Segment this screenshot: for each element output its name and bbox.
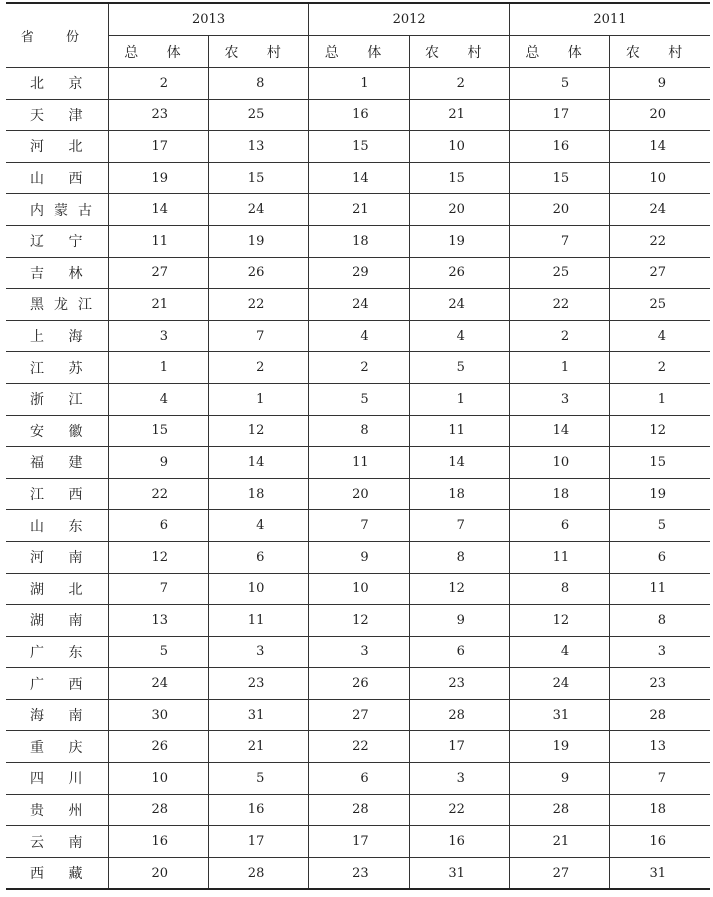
table-header <box>6 3 710 68</box>
province-cell: 广 东 <box>6 636 108 668</box>
rank-rural-cell: 31 <box>610 857 710 889</box>
rank-total-cell: 22 <box>108 478 208 510</box>
rank-total-cell: 24 <box>108 668 208 700</box>
rank-rural-cell: 5 <box>209 763 309 795</box>
rank-total-cell: 14 <box>108 194 208 226</box>
rank-total-cell: 22 <box>509 289 609 321</box>
rank-total-cell: 6 <box>108 510 208 542</box>
rank-total-cell: 16 <box>108 826 208 858</box>
rank-total-cell: 3 <box>309 636 409 668</box>
rank-total-cell: 27 <box>509 857 609 889</box>
subheader-total: 总 体 <box>108 36 208 68</box>
rank-rural-cell: 22 <box>209 289 309 321</box>
rank-rural-cell: 4 <box>409 320 509 352</box>
rank-rural-cell: 14 <box>610 131 710 163</box>
table-row <box>6 447 710 479</box>
rank-total-cell: 3 <box>509 383 609 415</box>
table-row <box>6 573 710 605</box>
rank-total-cell: 19 <box>108 162 208 194</box>
rank-total-cell: 19 <box>509 731 609 763</box>
rank-total-cell: 20 <box>108 857 208 889</box>
rank-total-cell: 12 <box>309 605 409 637</box>
year-header-2013: 2013 <box>108 3 309 36</box>
table-row <box>6 131 710 163</box>
rank-total-cell: 21 <box>309 194 409 226</box>
table-body <box>6 68 710 890</box>
rank-rural-cell: 3 <box>409 763 509 795</box>
table-row <box>6 857 710 889</box>
rank-rural-cell: 1 <box>209 383 309 415</box>
rank-rural-cell: 8 <box>409 541 509 573</box>
rank-rural-cell: 8 <box>610 605 710 637</box>
province-cell: 内蒙古 <box>6 194 108 226</box>
rank-rural-cell: 31 <box>409 857 509 889</box>
rank-total-cell: 11 <box>108 225 208 257</box>
rank-rural-cell: 12 <box>409 573 509 605</box>
province-cell: 江 西 <box>6 478 108 510</box>
rank-rural-cell: 9 <box>610 68 710 100</box>
table-row <box>6 320 710 352</box>
province-cell: 上 海 <box>6 320 108 352</box>
province-cell: 江 苏 <box>6 352 108 384</box>
province-cell: 云 南 <box>6 826 108 858</box>
rank-rural-cell: 11 <box>209 605 309 637</box>
table-row <box>6 763 710 795</box>
rank-rural-cell: 15 <box>209 162 309 194</box>
province-cell: 贵 州 <box>6 794 108 826</box>
rank-total-cell: 28 <box>309 794 409 826</box>
rank-total-cell: 10 <box>108 763 208 795</box>
rank-rural-cell: 28 <box>409 699 509 731</box>
table-row <box>6 478 710 510</box>
rank-rural-cell: 25 <box>209 99 309 131</box>
rank-total-cell: 18 <box>509 478 609 510</box>
rank-total-cell: 4 <box>509 636 609 668</box>
rank-total-cell: 30 <box>108 699 208 731</box>
rank-total-cell: 12 <box>108 541 208 573</box>
rank-rural-cell: 14 <box>209 447 309 479</box>
rank-rural-cell: 7 <box>409 510 509 542</box>
rank-total-cell: 5 <box>509 68 609 100</box>
rank-rural-cell: 12 <box>610 415 710 447</box>
rank-total-cell: 7 <box>309 510 409 542</box>
rank-total-cell: 3 <box>108 320 208 352</box>
rank-total-cell: 28 <box>108 794 208 826</box>
province-cell: 辽 宁 <box>6 225 108 257</box>
year-header-2011: 2011 <box>509 3 710 36</box>
rank-total-cell: 26 <box>309 668 409 700</box>
subheader-total: 总 体 <box>509 36 609 68</box>
ranking-table-container <box>6 2 710 890</box>
table-row <box>6 225 710 257</box>
rank-total-cell: 2 <box>108 68 208 100</box>
province-cell: 海 南 <box>6 699 108 731</box>
rank-total-cell: 20 <box>509 194 609 226</box>
rank-total-cell: 7 <box>108 573 208 605</box>
rank-rural-cell: 19 <box>209 225 309 257</box>
rank-rural-cell: 1 <box>610 383 710 415</box>
rank-rural-cell: 22 <box>409 794 509 826</box>
rank-total-cell: 17 <box>309 826 409 858</box>
rank-rural-cell: 14 <box>409 447 509 479</box>
province-cell: 四 川 <box>6 763 108 795</box>
table-row <box>6 605 710 637</box>
rank-rural-cell: 4 <box>610 320 710 352</box>
rank-total-cell: 14 <box>309 162 409 194</box>
table-row <box>6 541 710 573</box>
rank-rural-cell: 17 <box>409 731 509 763</box>
rank-rural-cell: 17 <box>209 826 309 858</box>
rank-rural-cell: 6 <box>610 541 710 573</box>
table-row <box>6 257 710 289</box>
rank-total-cell: 31 <box>509 699 609 731</box>
rank-total-cell: 9 <box>108 447 208 479</box>
rank-total-cell: 12 <box>509 605 609 637</box>
rank-rural-cell: 1 <box>409 383 509 415</box>
province-cell: 西 藏 <box>6 857 108 889</box>
rank-total-cell: 23 <box>309 857 409 889</box>
rank-total-cell: 15 <box>309 131 409 163</box>
rank-rural-cell: 6 <box>409 636 509 668</box>
province-ranking-table <box>6 2 710 890</box>
rank-total-cell: 5 <box>108 636 208 668</box>
subheader-rural: 农 村 <box>209 36 309 68</box>
rank-rural-cell: 10 <box>610 162 710 194</box>
year-header-row <box>6 3 710 36</box>
province-cell: 北 京 <box>6 68 108 100</box>
rank-rural-cell: 16 <box>209 794 309 826</box>
rank-total-cell: 6 <box>509 510 609 542</box>
rank-rural-cell: 7 <box>209 320 309 352</box>
rank-rural-cell: 22 <box>610 225 710 257</box>
table-row <box>6 289 710 321</box>
province-cell: 山 西 <box>6 162 108 194</box>
rank-rural-cell: 19 <box>409 225 509 257</box>
rank-total-cell: 17 <box>108 131 208 163</box>
table-row <box>6 99 710 131</box>
table-row <box>6 826 710 858</box>
rank-rural-cell: 23 <box>610 668 710 700</box>
rank-total-cell: 26 <box>108 731 208 763</box>
rank-total-cell: 11 <box>509 541 609 573</box>
rank-total-cell: 7 <box>509 225 609 257</box>
rank-total-cell: 1 <box>309 68 409 100</box>
province-cell: 黑龙江 <box>6 289 108 321</box>
rank-rural-cell: 23 <box>409 668 509 700</box>
province-cell: 重 庆 <box>6 731 108 763</box>
rank-rural-cell: 5 <box>610 510 710 542</box>
rank-rural-cell: 2 <box>610 352 710 384</box>
table-row <box>6 194 710 226</box>
rank-rural-cell: 20 <box>409 194 509 226</box>
rank-total-cell: 11 <box>309 447 409 479</box>
rank-total-cell: 18 <box>309 225 409 257</box>
rank-rural-cell: 27 <box>610 257 710 289</box>
province-cell: 福 建 <box>6 447 108 479</box>
table-row <box>6 162 710 194</box>
rank-rural-cell: 7 <box>610 763 710 795</box>
province-cell: 湖 南 <box>6 605 108 637</box>
table-row <box>6 794 710 826</box>
rank-rural-cell: 26 <box>209 257 309 289</box>
table-row <box>6 68 710 100</box>
rank-rural-cell: 18 <box>610 794 710 826</box>
rank-total-cell: 16 <box>509 131 609 163</box>
province-cell: 湖 北 <box>6 573 108 605</box>
rank-total-cell: 29 <box>309 257 409 289</box>
rank-total-cell: 20 <box>309 478 409 510</box>
rank-rural-cell: 31 <box>209 699 309 731</box>
rank-rural-cell: 15 <box>409 162 509 194</box>
subheader-row <box>6 36 710 68</box>
rank-total-cell: 24 <box>309 289 409 321</box>
rank-rural-cell: 11 <box>409 415 509 447</box>
rank-rural-cell: 28 <box>610 699 710 731</box>
rank-rural-cell: 24 <box>610 194 710 226</box>
rank-total-cell: 1 <box>509 352 609 384</box>
province-cell: 安 徽 <box>6 415 108 447</box>
rank-rural-cell: 20 <box>610 99 710 131</box>
rank-total-cell: 22 <box>309 731 409 763</box>
rank-rural-cell: 16 <box>610 826 710 858</box>
rank-total-cell: 10 <box>309 573 409 605</box>
rank-rural-cell: 16 <box>409 826 509 858</box>
rank-total-cell: 13 <box>108 605 208 637</box>
rank-total-cell: 9 <box>309 541 409 573</box>
table-row <box>6 383 710 415</box>
rank-total-cell: 17 <box>509 99 609 131</box>
rank-rural-cell: 3 <box>610 636 710 668</box>
province-cell: 天 津 <box>6 99 108 131</box>
province-cell: 山 东 <box>6 510 108 542</box>
table-row <box>6 415 710 447</box>
rank-total-cell: 8 <box>309 415 409 447</box>
rank-total-cell: 1 <box>108 352 208 384</box>
rank-total-cell: 15 <box>108 415 208 447</box>
rank-total-cell: 14 <box>509 415 609 447</box>
rank-rural-cell: 23 <box>209 668 309 700</box>
rank-rural-cell: 19 <box>610 478 710 510</box>
rank-rural-cell: 21 <box>409 99 509 131</box>
rank-total-cell: 23 <box>108 99 208 131</box>
rank-total-cell: 4 <box>309 320 409 352</box>
table-row <box>6 731 710 763</box>
rank-total-cell: 4 <box>108 383 208 415</box>
rank-rural-cell: 25 <box>610 289 710 321</box>
rank-rural-cell: 28 <box>209 857 309 889</box>
table-row <box>6 699 710 731</box>
rank-rural-cell: 8 <box>209 68 309 100</box>
rank-total-cell: 5 <box>309 383 409 415</box>
rank-total-cell: 6 <box>309 763 409 795</box>
rank-total-cell: 25 <box>509 257 609 289</box>
rank-total-cell: 21 <box>108 289 208 321</box>
rank-total-cell: 2 <box>509 320 609 352</box>
province-cell: 吉 林 <box>6 257 108 289</box>
rank-total-cell: 15 <box>509 162 609 194</box>
rank-rural-cell: 24 <box>209 194 309 226</box>
rank-total-cell: 10 <box>509 447 609 479</box>
rank-rural-cell: 13 <box>610 731 710 763</box>
rank-rural-cell: 4 <box>209 510 309 542</box>
rank-rural-cell: 10 <box>209 573 309 605</box>
table-row <box>6 352 710 384</box>
rank-total-cell: 16 <box>309 99 409 131</box>
rank-rural-cell: 26 <box>409 257 509 289</box>
year-header-2012: 2012 <box>309 3 510 36</box>
rank-rural-cell: 18 <box>409 478 509 510</box>
rank-total-cell: 8 <box>509 573 609 605</box>
rank-total-cell: 9 <box>509 763 609 795</box>
rank-rural-cell: 10 <box>409 131 509 163</box>
rank-rural-cell: 15 <box>610 447 710 479</box>
rank-total-cell: 28 <box>509 794 609 826</box>
province-column-header: 省 份 <box>6 3 108 68</box>
rank-rural-cell: 13 <box>209 131 309 163</box>
table-row <box>6 668 710 700</box>
rank-total-cell: 21 <box>509 826 609 858</box>
province-cell: 浙 江 <box>6 383 108 415</box>
subheader-rural: 农 村 <box>409 36 509 68</box>
rank-rural-cell: 5 <box>409 352 509 384</box>
rank-rural-cell: 21 <box>209 731 309 763</box>
subheader-total: 总 体 <box>309 36 409 68</box>
rank-rural-cell: 24 <box>409 289 509 321</box>
rank-rural-cell: 2 <box>209 352 309 384</box>
rank-total-cell: 27 <box>309 699 409 731</box>
province-cell: 河 北 <box>6 131 108 163</box>
subheader-rural: 农 村 <box>610 36 710 68</box>
rank-rural-cell: 3 <box>209 636 309 668</box>
rank-total-cell: 24 <box>509 668 609 700</box>
rank-rural-cell: 6 <box>209 541 309 573</box>
table-row <box>6 510 710 542</box>
rank-rural-cell: 11 <box>610 573 710 605</box>
rank-rural-cell: 9 <box>409 605 509 637</box>
table-row <box>6 636 710 668</box>
rank-total-cell: 2 <box>309 352 409 384</box>
rank-rural-cell: 12 <box>209 415 309 447</box>
rank-rural-cell: 2 <box>409 68 509 100</box>
province-cell: 河 南 <box>6 541 108 573</box>
province-cell: 广 西 <box>6 668 108 700</box>
rank-rural-cell: 18 <box>209 478 309 510</box>
rank-total-cell: 27 <box>108 257 208 289</box>
